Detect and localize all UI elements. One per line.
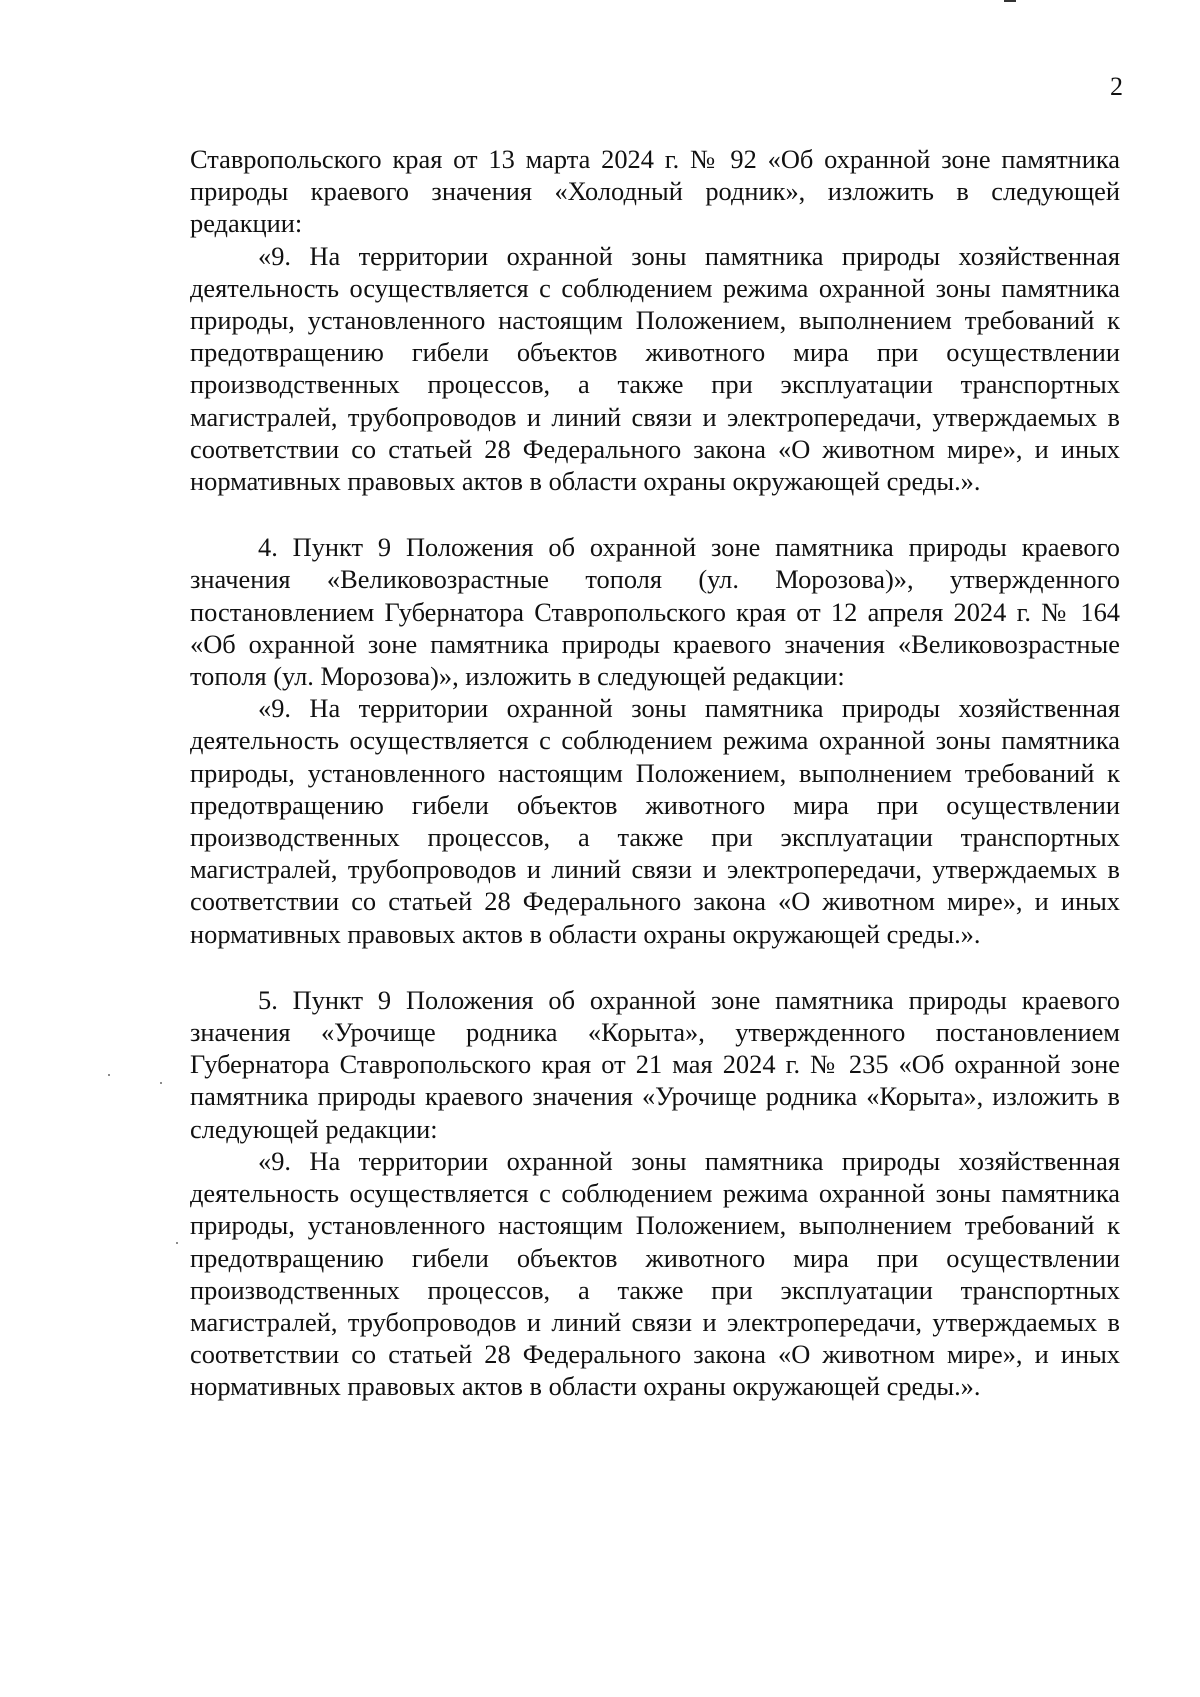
document-body bbox=[190, 143, 1120, 1403]
paragraph-quoted-item-9: «9. На территории охранной зоны памятника природы хозяйственная деятельность осуществляется с соблюдением режима охранной зоны памятника природы, установленного настоящим Положением, выполнением требований к предотвращению гибели объектов животного мира при осуществлении производственных процессов, а также при эксплуатации транспортных магистралей, трубопроводов и линий связи и электропередачи, утверждаемых в соответствии со статьей 28 Федерального закона «О животном мире», и иных нормативных правовых актов в области охраны окружающей среды.». bbox=[190, 1145, 1120, 1402]
scan-artifact-mark bbox=[1004, 0, 1016, 2]
paragraph-item-4: 4. Пункт 9 Положения об охранной зоне памятника природы краевого значения «Великовозрастные тополя (ул. Морозова)», утвержденного постановлением Губернатора Ставропольского края от 12 апреля 2024 г. № 164 «Об охранной зоне памятника природы краевого значения «Великовозрастные тополя (ул. Морозова)», изложить в следующей редакции: bbox=[190, 532, 1120, 692]
paragraph-item-5: 5. Пункт 9 Положения об охранной зоне памятника природы краевого значения «Урочище родника «Корыта», утвержденного постановлением Губернатора Ставропольского края от 21 мая 2024 г. № 235 «Об охранной зоне памятника природы краевого значения «Урочище родника «Корыта», изложить в следующей редакции: bbox=[190, 984, 1120, 1144]
paragraph-continuation: Ставропольского края от 13 марта 2024 г. № 92 «Об охранной зоне памятника природы краевого значения «Холодный родник», изложить в следующей редакции: bbox=[190, 144, 1120, 239]
scan-artifact-dot bbox=[108, 1074, 110, 1076]
paragraph-quoted-item-9: «9. На территории охранной зоны памятника природы хозяйственная деятельность осуществляется с соблюдением режима охранной зоны памятника природы, установленного настоящим Положением, выполнением требований к предотвращению гибели объектов животного мира при осуществлении производственных процессов, а также при эксплуатации транспортных магистралей, трубопроводов и линий связи и электропередачи, утверждаемых в соответствии со статьей 28 Федерального закона «О животном мире», и иных нормативных правовых актов в области охраны окружающей среды.». bbox=[190, 693, 1120, 949]
paragraph-quoted-item-9: «9. На территории охранной зоны памятника природы хозяйственная деятельность осуществляется с соблюдением режима охранной зоны памятника природы, установленного настоящим Положением, выполнением требований к предотвращению гибели объектов животного мира при осуществлении производственных процессов, а также при эксплуатации транспортных магистралей, трубопроводов и линий связи и электропередачи, утверждаемых в соответствии со статьей 28 Федерального закона «О животном мире», и иных нормативных правовых актов в области охраны окружающей среды.». bbox=[190, 240, 1120, 497]
page-number: 2 bbox=[1110, 72, 1123, 101]
scan-artifact-dot bbox=[160, 1082, 162, 1084]
scan-artifact-dot bbox=[176, 1242, 178, 1244]
